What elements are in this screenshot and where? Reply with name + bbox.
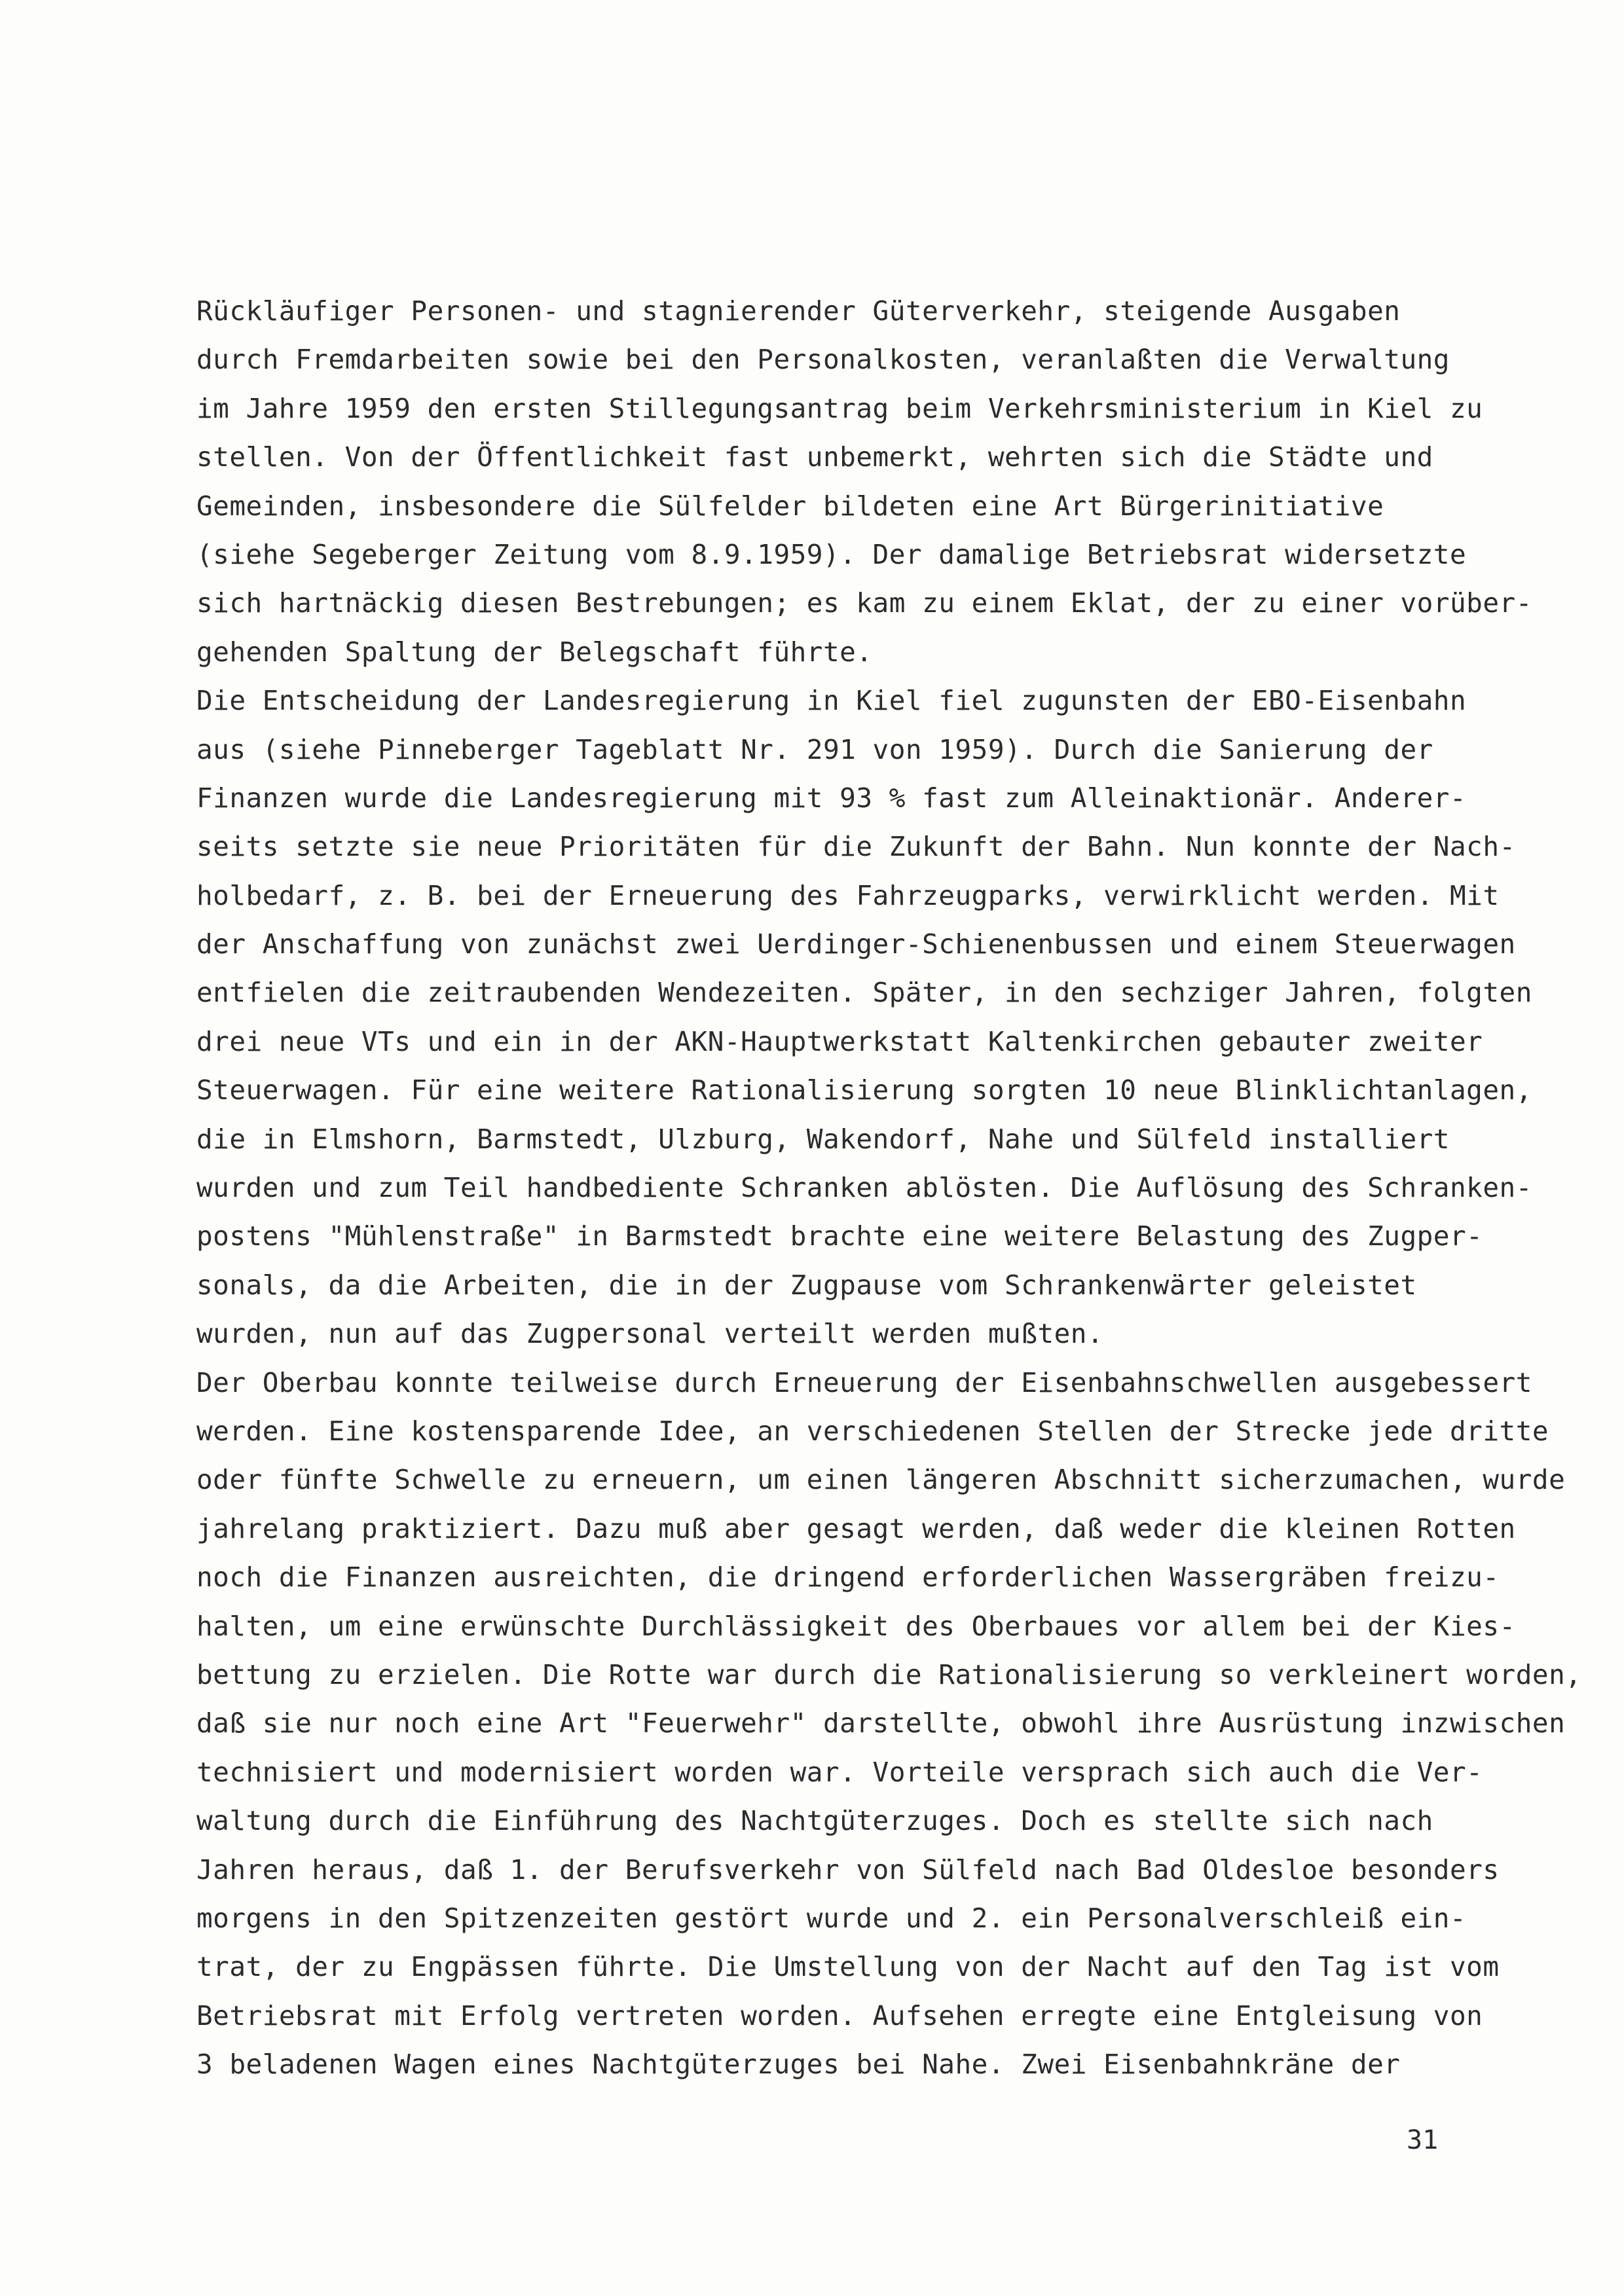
text-line: holbedarf, z. B. bei der Erneuerung des Fahrzeugparks, verwirklicht werden. Mit xyxy=(196,879,1500,911)
text-line: gehenden Spaltung der Belegschaft führte. xyxy=(196,636,873,668)
text-line: Gemeinden, insbesondere die Sülfelder bildeten eine Art Bürgerinitiative xyxy=(196,490,1384,522)
text-line: Finanzen wurde die Landesregierung mit 93 % fast zum Alleinaktionär. Anderer- xyxy=(196,782,1467,814)
text-line: wurden und zum Teil handbediente Schranken ablösten. Die Auflösung des Schranken- xyxy=(196,1172,1532,1204)
text-line: technisiert und modernisiert worden war. Vorteile versprach sich auch die Ver- xyxy=(196,1756,1483,1788)
text-line: sonals, da die Arbeiten, die in der Zugpause vom Schrankenwärter geleistet xyxy=(196,1269,1417,1301)
text-line: halten, um eine erwünschte Durchlässigkeit des Oberbaues vor allem bei der Kies- xyxy=(196,1610,1516,1642)
text-line: Betriebsrat mit Erfolg vertreten worden. Aufsehen erregte eine Entgleisung von xyxy=(196,1999,1483,2032)
text-line: die in Elmshorn, Barmstedt, Ulzburg, Wakendorf, Nahe und Sülfeld installiert xyxy=(196,1123,1450,1155)
text-line: Rückläufiger Personen- und stagnierender Güterverkehr, steigende Ausgaben xyxy=(196,295,1401,327)
text-line: Steuerwagen. Für eine weitere Rationalisierung sorgten 10 neue Blinklichtanlagen, xyxy=(196,1074,1532,1106)
text-line: entfielen die zeitraubenden Wendezeiten. Später, in den sechziger Jahren, folgten xyxy=(196,977,1532,1009)
body-text xyxy=(196,287,1582,2088)
text-line: durch Fremdarbeiten sowie bei den Personalkosten, veranlaßten die Verwaltung xyxy=(196,344,1450,376)
text-line: der Anschaffung von zunächst zwei Uerdinger-Schienenbussen und einem Steuerwagen xyxy=(196,928,1516,960)
text-line: postens "Mühlenstraße" in Barmstedt brachte eine weitere Belastung des Zugper- xyxy=(196,1220,1483,1252)
text-line: daß sie nur noch eine Art "Feuerwehr" darstellte, obwohl ihre Ausrüstung inzwischen xyxy=(196,1707,1566,1740)
text-line: trat, der zu Engpässen führte. Die Umstellung von der Nacht auf den Tag ist vom xyxy=(196,1951,1500,1983)
text-line: (siehe Segeberger Zeitung vom 8.9.1959). Der damalige Betriebsrat widersetzte xyxy=(196,538,1467,570)
text-line: bettung zu erzielen. Die Rotte war durch die Rationalisierung so verkleinert worden, xyxy=(196,1658,1582,1690)
text-line: werden. Eine kostensparende Idee, an verschiedenen Stellen der Strecke jede dritte xyxy=(196,1415,1549,1447)
text-line: 3 beladenen Wagen eines Nachtgüterzuges bei Nahe. Zwei Eisenbahnkräne der xyxy=(196,2049,1401,2081)
text-line: seits setzte sie neue Prioritäten für die Zukunft der Bahn. Nun konnte der Nach- xyxy=(196,831,1516,863)
text-line: aus (siehe Pinneberger Tageblatt Nr. 291 von 1959). Durch die Sanierung der xyxy=(196,733,1433,765)
text-line: sich hartnäckig diesen Bestrebungen; es kam zu einem Eklat, der zu einer vorüber- xyxy=(196,587,1532,619)
text-line: morgens in den Spitzenzeiten gestört wurde und 2. ein Personalverschleiß ein- xyxy=(196,1902,1467,1934)
text-line: noch die Finanzen ausreichten, die dringend erforderlichen Wassergräben freizu- xyxy=(196,1561,1500,1594)
text-line: Jahren heraus, daß 1. der Berufsverkehr von Sülfeld nach Bad Oldesloe besonders xyxy=(196,1853,1500,1886)
text-line: Der Oberbau konnte teilweise durch Erneuerung der Eisenbahnschwellen ausgebessert xyxy=(196,1366,1532,1398)
text-line: drei neue VTs und ein in der AKN-Hauptwerkstatt Kaltenkirchen gebauter zweiter xyxy=(196,1025,1483,1057)
text-line: wurden, nun auf das Zugpersonal verteilt werden mußten. xyxy=(196,1318,1104,1350)
page-number: 31 xyxy=(1407,2125,1439,2155)
text-line: oder fünfte Schwelle zu erneuern, um einen längeren Abschnitt sicherzumachen, wurde xyxy=(196,1464,1566,1496)
text-line: stellen. Von der Öffentlichkeit fast unbemerkt, wehrten sich die Städte und xyxy=(196,441,1433,473)
text-line: waltung durch die Einführung des Nachtgüterzuges. Doch es stellte sich nach xyxy=(196,1805,1433,1837)
text-line: Die Entscheidung der Landesregierung in Kiel fiel zugunsten der EBO-Eisenbahn xyxy=(196,685,1467,717)
text-line: im Jahre 1959 den ersten Stillegungsantrag beim Verkehrsministerium in Kiel zu xyxy=(196,392,1483,424)
text-line: jahrelang praktiziert. Dazu muß aber gesagt werden, daß weder die kleinen Rotten xyxy=(196,1512,1516,1544)
